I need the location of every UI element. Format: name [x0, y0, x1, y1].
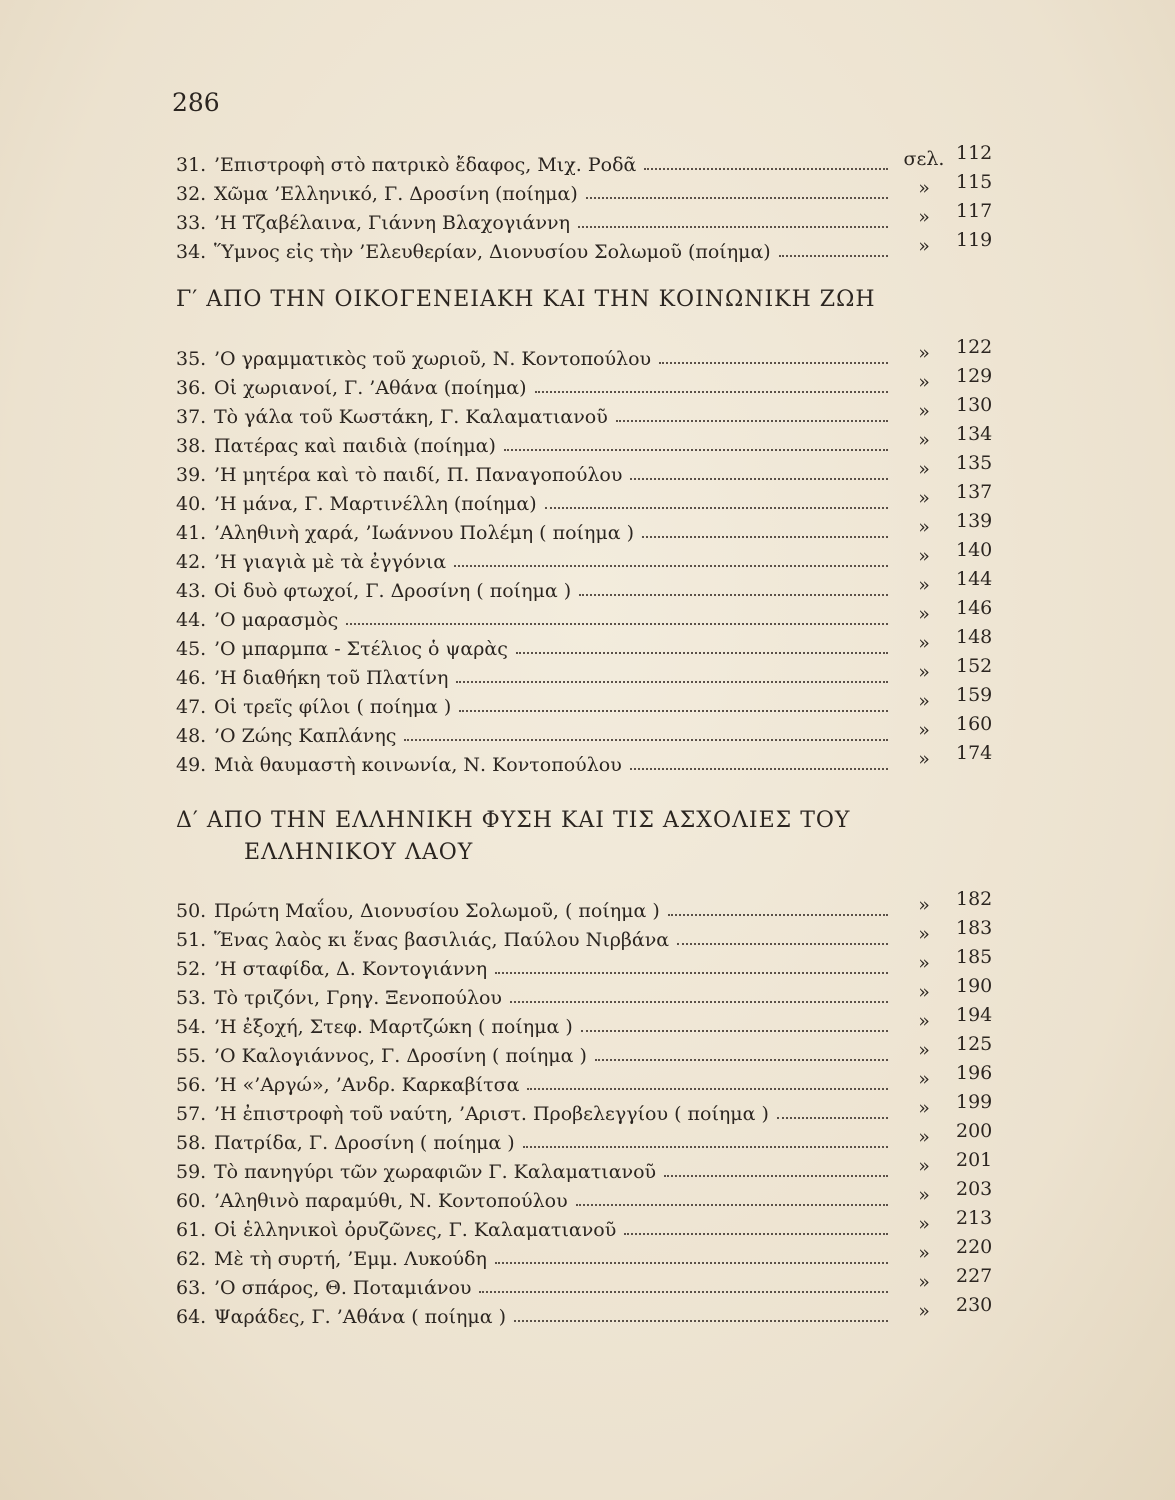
toc-entry — [176, 597, 1006, 633]
page-marker: » — [918, 458, 930, 480]
entry-number: 55. — [176, 1045, 207, 1067]
entry-page-number: 115 — [956, 171, 993, 193]
toc-entry — [176, 626, 1006, 662]
toc-entry — [176, 684, 1006, 720]
entry-number: 53. — [176, 987, 207, 1009]
entry-page-number: 203 — [956, 1178, 993, 1200]
section-d-heading-line2: ΕΛΛΗΝΙΚΟΥ ΛΑΟΥ — [244, 840, 474, 865]
entry-page-number: 144 — [956, 568, 993, 590]
page-marker: » — [918, 1271, 930, 1293]
toc-entry — [176, 1149, 1006, 1185]
toc-entry — [176, 1033, 1006, 1069]
page-marker: » — [918, 1097, 930, 1119]
entry-title: ’Ο Καλογιάννος, Γ. Δροσίνη ( ποίημα ) — [214, 1045, 587, 1067]
entry-title: Πατρίδα, Γ. Δροσίνη ( ποίημα ) — [214, 1132, 515, 1154]
entry-title: ’Η μητέρα καὶ τὸ παιδί, Π. Παναγοπούλου — [214, 464, 623, 486]
entry-number: 39. — [176, 464, 207, 486]
entry-number: 58. — [176, 1132, 207, 1154]
entry-number: 61. — [176, 1219, 207, 1241]
entry-title: Οἱ δυὸ φτωχοί, Γ. Δροσίνη ( ποίημα ) — [214, 580, 572, 602]
toc-entry — [176, 888, 1006, 924]
entry-page-number: 140 — [956, 539, 993, 561]
page-marker: » — [918, 1213, 930, 1235]
leader-dots — [777, 1115, 888, 1119]
leader-dots — [579, 592, 888, 596]
leader-dots — [581, 1028, 888, 1032]
page-marker: » — [918, 923, 930, 945]
entry-title: ’Η σταφίδα, Δ. Κοντογιάννη — [214, 958, 488, 980]
leader-dots — [454, 563, 888, 567]
entry-number: 44. — [176, 609, 207, 631]
entry-number: 34. — [176, 241, 207, 263]
leader-dots — [404, 737, 888, 741]
toc-entry — [176, 423, 1006, 459]
entry-title: ’Ο σπάρος, Θ. Ποταμιάνου — [214, 1277, 472, 1299]
entry-page-number: 130 — [956, 394, 993, 416]
leader-dots — [535, 389, 888, 393]
entry-page-number: 194 — [956, 1004, 993, 1026]
entry-page-number: 201 — [956, 1149, 993, 1171]
entry-page-number: 199 — [956, 1091, 993, 1113]
toc-entry — [176, 1265, 1006, 1301]
entry-number: 47. — [176, 696, 207, 718]
entry-page-number: 125 — [956, 1033, 993, 1055]
page-marker: » — [918, 894, 930, 916]
toc-entry — [176, 946, 1006, 982]
toc-entry — [176, 171, 1006, 207]
toc-entry — [176, 200, 1006, 236]
entry-title: ’Η μάνα, Γ. Μαρτινέλλη (ποίημα) — [214, 493, 537, 515]
entry-title: Ἕνας λαὸς κι ἕνας βασιλιάς, Παύλου Νιρβάνα — [214, 929, 670, 951]
toc-entry — [176, 917, 1006, 953]
entry-page-number: 137 — [956, 481, 993, 503]
page-marker: » — [918, 177, 930, 199]
entry-title: Οἱ τρεῖς φίλοι ( ποίημα ) — [214, 696, 452, 718]
entry-number: 50. — [176, 900, 207, 922]
page-marker: » — [918, 487, 930, 509]
entry-page-number: 183 — [956, 917, 993, 939]
entry-page-number: 152 — [956, 655, 993, 677]
leader-dots — [630, 476, 888, 480]
toc-entry — [176, 713, 1006, 749]
leader-dots — [659, 360, 888, 364]
entry-title: ’Ο Ζώης Καπλάνης — [214, 725, 397, 747]
entry-page-number: 185 — [956, 946, 993, 968]
toc-entry — [176, 539, 1006, 575]
entry-title: Τὸ πανηγύρι τῶν χωραφιῶν Γ. Καλαματιανοῦ — [214, 1161, 657, 1183]
section-d-heading-line1: Δ′ ΑΠΟ ΤΗΝ ΕΛΛΗΝΙΚΗ ΦΥΣΗ ΚΑΙ ΤΙΣ ΑΣΧΟΛΙΕΣ ΤΟΥ — [176, 808, 851, 833]
toc-entry — [176, 1236, 1006, 1272]
entry-page-number: 174 — [956, 742, 993, 764]
entry-page-number: 213 — [956, 1207, 993, 1229]
entry-title: ’Η γιαγιὰ μὲ τὰ ἐγγόνια — [214, 551, 447, 573]
entry-number: 49. — [176, 754, 207, 776]
entry-title: ’Ο μπαρμπα - Στέλιος ὁ ψαρὰς — [214, 638, 508, 660]
leader-dots — [595, 1057, 888, 1061]
page-marker: » — [918, 603, 930, 625]
toc-entry — [176, 655, 1006, 691]
entry-title: ’Η ἐπιστροφὴ τοῦ ναύτη, ’Αριστ. Προβελεγγίου ( ποίημα ) — [214, 1103, 769, 1125]
leader-dots — [616, 418, 888, 422]
entry-title: ’Αληθινὸ παραμύθι, Ν. Κοντοπούλου — [214, 1190, 568, 1212]
toc-entry — [176, 481, 1006, 517]
entry-page-number: 230 — [956, 1294, 993, 1316]
leader-dots — [514, 1318, 888, 1322]
page-marker: » — [918, 981, 930, 1003]
entry-title: ’Η διαθήκη τοῦ Πλατίνη — [214, 667, 449, 689]
entry-title: Ὕμνος εἰς τὴν ’Ελευθερίαν, Διονυσίου Σολωμοῦ (ποίημα) — [214, 241, 771, 263]
entry-title: ’Επιστροφὴ στὸ πατρικὸ ἔδαφος, Μιχ. Ροδᾶ — [214, 154, 637, 176]
leader-dots — [510, 999, 888, 1003]
entry-page-number: 122 — [956, 336, 993, 358]
entry-page-number: 200 — [956, 1120, 993, 1142]
page-marker: » — [918, 400, 930, 422]
leader-dots — [630, 766, 888, 770]
toc-entry — [176, 336, 1006, 372]
page-marker: » — [918, 632, 930, 654]
entry-number: 51. — [176, 929, 207, 951]
toc-entry — [176, 394, 1006, 430]
entry-title: Οἱ ἑλληνικοὶ ὀρυζῶνες, Γ. Καλαματιανοῦ — [214, 1219, 617, 1241]
entry-page-number: 119 — [956, 229, 993, 251]
entry-number: 36. — [176, 377, 207, 399]
entry-page-number: 220 — [956, 1236, 993, 1258]
page-marker: » — [918, 235, 930, 257]
entry-number: 40. — [176, 493, 207, 515]
entry-title: ’Αληθινὴ χαρά, ’Ιωάννου Πολέμη ( ποίημα ) — [214, 522, 634, 544]
entry-number: 38. — [176, 435, 207, 457]
entry-page-number: 112 — [956, 142, 993, 164]
toc-entry — [176, 452, 1006, 488]
leader-dots — [479, 1289, 888, 1293]
leader-dots — [586, 195, 888, 199]
entry-title: ’Η «’Αργώ», ’Ανδρ. Καρκαβίτσα — [214, 1074, 520, 1096]
entry-title: Ψαράδες, Γ. ’Αθάνα ( ποίημα ) — [214, 1306, 507, 1328]
entry-page-number: 146 — [956, 597, 993, 619]
leader-dots — [516, 650, 888, 654]
section-c-heading: Γ′ ΑΠΟ ΤΗΝ ΟΙΚΟΓΕΝΕΙΑΚΗ ΚΑΙ ΤΗΝ ΚΟΙΝΩΝΙΚΗ ΖΩΗ — [176, 287, 876, 312]
leader-dots — [495, 970, 888, 974]
leader-dots — [642, 534, 888, 538]
entry-number: 63. — [176, 1277, 207, 1299]
page-marker: » — [918, 690, 930, 712]
page-marker: » — [918, 516, 930, 538]
entry-number: 37. — [176, 406, 207, 428]
entry-title: Πατέρας καὶ παιδιὰ (ποίημα) — [214, 435, 496, 457]
entry-title: Μὲ τὴ συρτή, ’Εμμ. Λυκούδη — [214, 1248, 487, 1270]
entry-page-number: 160 — [956, 713, 993, 735]
page-marker: » — [918, 545, 930, 567]
entry-title: Τὸ τριζόνι, Γρηγ. Ξενοπούλου — [214, 987, 502, 1009]
entry-number: 57. — [176, 1103, 207, 1125]
leader-dots — [504, 447, 888, 451]
page-marker: σελ. — [903, 148, 945, 170]
entry-number: 62. — [176, 1248, 207, 1270]
leader-dots — [664, 1173, 888, 1177]
toc-entry — [176, 742, 1006, 778]
entry-number: 64. — [176, 1306, 207, 1328]
entry-number: 59. — [176, 1161, 207, 1183]
entry-title: Μιὰ θαυμαστὴ κοινωνία, Ν. Κοντοπούλου — [214, 754, 622, 776]
entry-page-number: 135 — [956, 452, 993, 474]
page-number: 286 — [172, 88, 220, 117]
entry-number: 35. — [176, 348, 207, 370]
leader-dots — [346, 621, 888, 625]
page-marker: » — [918, 952, 930, 974]
entry-title: ’Ο γραμματικὸς τοῦ χωριοῦ, Ν. Κοντοπούλου — [214, 348, 652, 370]
entry-number: 54. — [176, 1016, 207, 1038]
page-marker: » — [918, 1155, 930, 1177]
leader-dots — [779, 253, 888, 257]
entry-page-number: 182 — [956, 888, 993, 910]
toc-entry — [176, 1062, 1006, 1098]
page-marker: » — [918, 1126, 930, 1148]
toc-entry — [176, 1207, 1006, 1243]
leader-dots — [677, 941, 888, 945]
leader-dots — [495, 1260, 888, 1264]
page-marker: » — [918, 342, 930, 364]
entry-number: 33. — [176, 212, 207, 234]
entry-number: 32. — [176, 183, 207, 205]
entry-title: ’Η ἐξοχή, Στεφ. Μαρτζώκη ( ποίημα ) — [214, 1016, 573, 1038]
entry-number: 48. — [176, 725, 207, 747]
page-marker: » — [918, 1039, 930, 1061]
page-marker: » — [918, 429, 930, 451]
page-marker: » — [918, 1068, 930, 1090]
entry-page-number: 190 — [956, 975, 993, 997]
leader-dots — [624, 1231, 888, 1235]
entry-number: 42. — [176, 551, 207, 573]
toc-entry — [176, 1294, 1006, 1330]
page-marker: » — [918, 719, 930, 741]
toc-entry — [176, 365, 1006, 401]
entry-page-number: 139 — [956, 510, 993, 532]
entry-number: 56. — [176, 1074, 207, 1096]
toc-entry — [176, 142, 1006, 178]
leader-dots — [576, 1202, 888, 1206]
leader-dots — [527, 1086, 888, 1090]
toc-entry — [176, 1004, 1006, 1040]
toc-entry — [176, 510, 1006, 546]
entry-number: 31. — [176, 154, 207, 176]
page-marker: » — [918, 1242, 930, 1264]
entry-page-number: 117 — [956, 200, 993, 222]
entry-number: 46. — [176, 667, 207, 689]
entry-page-number: 227 — [956, 1265, 993, 1287]
entry-title: Χῶμα ’Ελληνικό, Γ. Δροσίνη (ποίημα) — [214, 183, 578, 205]
entry-number: 43. — [176, 580, 207, 602]
leader-dots — [578, 224, 888, 228]
page-marker: » — [918, 1184, 930, 1206]
leader-dots — [456, 679, 888, 683]
entry-page-number: 196 — [956, 1062, 993, 1084]
page-marker: » — [918, 206, 930, 228]
leader-dots — [644, 166, 888, 170]
page-marker: » — [918, 574, 930, 596]
entry-title: Οἱ χωριανοί, Γ. ’Αθάνα (ποίημα) — [214, 377, 527, 399]
entry-number: 60. — [176, 1190, 207, 1212]
leader-dots — [545, 505, 888, 509]
entry-title: ’Ο μαρασμὸς — [214, 609, 339, 631]
toc-entry — [176, 1091, 1006, 1127]
entry-title: Πρώτη Μαΐου, Διονυσίου Σολωμοῦ, ( ποίημα ) — [214, 900, 660, 922]
entry-number: 52. — [176, 958, 207, 980]
toc-entry — [176, 1178, 1006, 1214]
page-marker: » — [918, 748, 930, 770]
toc-entry — [176, 975, 1006, 1011]
entry-page-number: 159 — [956, 684, 993, 706]
leader-dots — [459, 708, 888, 712]
page-marker: » — [918, 371, 930, 393]
page-marker: » — [918, 1010, 930, 1032]
page-marker: » — [918, 661, 930, 683]
toc-entry — [176, 1120, 1006, 1156]
entry-page-number: 134 — [956, 423, 993, 445]
leader-dots — [668, 912, 888, 916]
toc-entry — [176, 568, 1006, 604]
leader-dots — [523, 1144, 888, 1148]
entry-title: ’Η Τζαβέλαινα, Γιάννη Βλαχογιάννη — [214, 212, 570, 234]
toc-entry — [176, 229, 1006, 265]
entry-number: 45. — [176, 638, 207, 660]
page-marker: » — [918, 1300, 930, 1322]
entry-page-number: 129 — [956, 365, 993, 387]
entry-number: 41. — [176, 522, 207, 544]
entry-page-number: 148 — [956, 626, 993, 648]
entry-title: Τὸ γάλα τοῦ Κωστάκη, Γ. Καλαματιανοῦ — [214, 406, 608, 428]
